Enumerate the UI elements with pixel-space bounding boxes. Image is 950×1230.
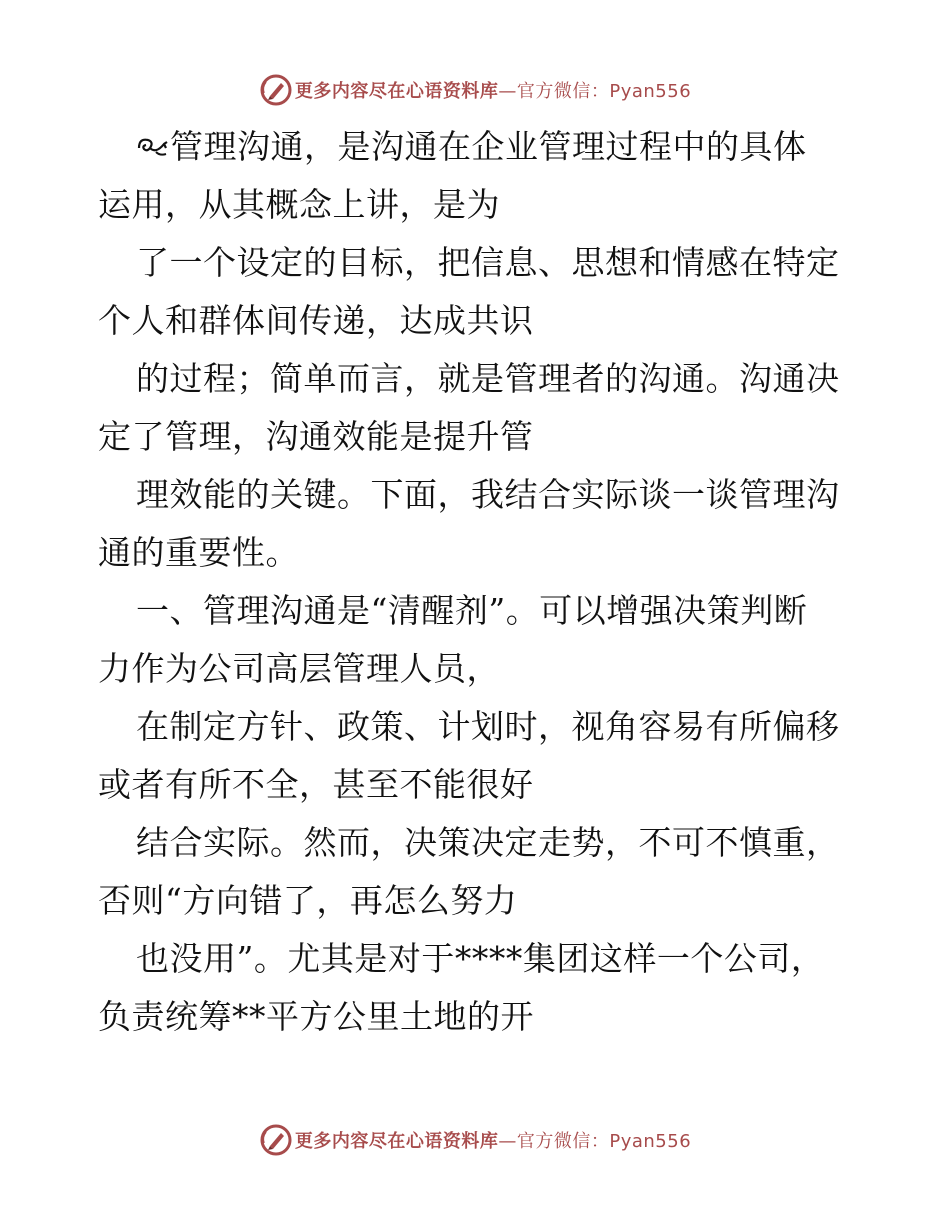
body-line: 力作为公司高层管理人员， [98,649,500,688]
body-line: 了一个设定的目标，把信息、思想和情感在特定 [136,243,840,282]
header-banner-text [295,77,691,103]
footer-banner-text [295,1127,691,1153]
footer-banner-content [259,1123,691,1157]
footer-separator: — [498,1131,517,1152]
body-line: 在制定方针、政策、计划时，视角容易有所偏移 [136,707,840,746]
body-line: 运用，从其概念上讲，是为 [98,185,500,224]
body-line: 通的重要性。 [98,533,299,572]
pen-seal-logo-icon [259,73,293,107]
footer-banner [0,1120,950,1160]
header-banner-content [259,73,691,107]
body-line: 个人和群体间传递，达成共识 [98,301,534,340]
body-line: 结合实际。然而，决策决定走势，不可不慎重， [136,823,840,862]
header-library-text: 更多内容尽在心语资料库 [294,81,499,102]
body-line-text: 管理沟通，是沟通在企业管理过程中的具体 [170,127,807,166]
footer-library-text: 更多内容尽在心语资料库 [294,1131,499,1152]
footer-wechat-text: 官方微信：Pyan556 [516,1131,692,1152]
body-line: 定了管理，沟通效能是提升管 [98,417,534,456]
body-line: 也没用”。尤其是对于****集团这样一个公司， [136,939,825,978]
body-line: 或者有所不全，甚至不能很好 [98,765,534,804]
body-line: 负责统筹**平方公里土地的开 [98,997,534,1036]
header-wechat-text: 官方微信：Pyan556 [516,81,692,102]
header-separator: — [498,81,517,102]
body-line: 否则“方向错了，再怎么努力 [98,881,518,920]
body-line: 的过程；简单而言，就是管理者的沟通。沟通决 [136,359,840,398]
swirl-bullet-icon [136,132,170,162]
body-line: 一、管理沟通是“清醒剂”。可以增强决策判断 [136,591,808,630]
body-line [98,118,858,176]
pen-seal-logo-icon [259,1123,293,1157]
document-body [98,118,858,1046]
header-banner [0,70,950,110]
body-line: 理效能的关键。下面，我结合实际谈一谈管理沟 [136,475,840,514]
